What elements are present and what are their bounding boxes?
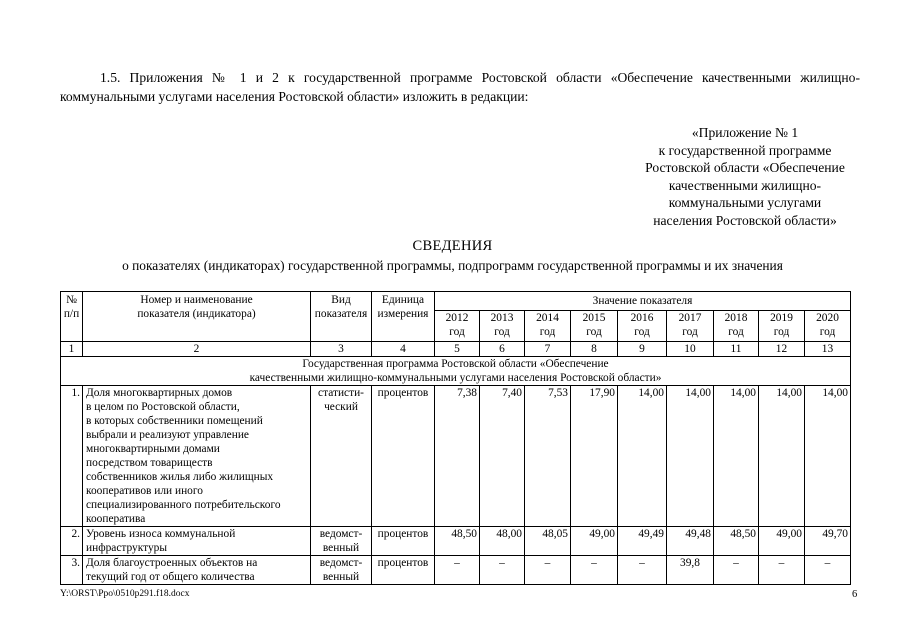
row-value: 14,00 [667,386,714,527]
row-name-line: Уровень износа коммунальной [86,528,236,540]
row-type-line: ведомст- [319,557,363,569]
appendix-line: к государственной программе [658,142,832,158]
header-year [435,311,480,342]
row-unit: процентов [372,386,435,527]
year-suffix: год [449,326,465,338]
column-number: 2 [83,342,311,357]
appendix-line: «Приложение № 1 [691,125,799,140]
row-name-line: Доля многоквартирных домов [86,387,233,399]
document-title: СВЕДЕНИЯ [412,238,493,254]
header-num-line: п/п [63,308,80,320]
year-suffix: год [819,326,836,338]
appendix-line: населения Ростовской области» [653,212,837,228]
column-number: 9 [618,342,667,357]
year-value: 2012 [445,312,469,324]
row-name-line: посредством товариществ [86,457,213,469]
row-value: – [435,556,480,585]
year-suffix: год [494,326,510,338]
row-value: 14,00 [714,386,759,527]
row-value: – [525,556,571,585]
column-number: 1 [61,342,83,357]
row-name-line: кооперативов или иного [86,485,203,497]
row-value: 48,50 [435,527,480,556]
row-value: 49,48 [667,527,714,556]
page-number: 6 [852,589,858,600]
intro-paragraph: 1.5. Приложения № 1 и 2 к государственной программе Ростовской области «Обеспечение качественными жилищно-коммунальными услугами населения Ростовской области» изложить в редакции: [60,70,860,104]
row-name-line: кооператива [86,513,146,525]
section-row [61,357,851,386]
row-value: 39,8 [667,556,714,585]
row-value: 48,00 [480,527,525,556]
table-row [61,556,851,585]
year-suffix: год [634,326,650,338]
row-name [83,527,311,556]
year-suffix: год [682,326,698,338]
row-value: 48,05 [525,527,571,556]
column-number: 3 [311,342,372,357]
row-value: 7,53 [525,386,571,527]
header-values: Значение показателя [435,292,851,311]
header-name-line: Номер и наименование [140,294,253,306]
year-value: 2013 [490,312,514,324]
row-name-line: собственников жилья либо жилищных [86,471,274,483]
row-value: 14,00 [759,386,805,527]
row-name-line: Доля благоустроенных объектов на [86,557,258,569]
appendix-note [618,124,872,230]
row-value: 17,90 [571,386,618,527]
row-value: 7,38 [435,386,480,527]
row-name-line: текущий год от общего количества [86,571,255,583]
row-name [83,556,311,585]
footer-file-path: Y:\ORST\Ppo\0510p291.f18.docx [60,589,190,599]
row-num: 1. [61,386,83,527]
column-number: 6 [480,342,525,357]
header-num [61,292,83,342]
row-value: 14,00 [805,386,851,527]
row-type-line: статисти- [318,387,364,399]
row-unit: процентов [372,556,435,585]
year-value: 2019 [770,312,793,324]
row-value: – [618,556,667,585]
year-suffix: год [539,326,556,338]
year-value: 2014 [536,312,559,324]
section-title-line: качественными жилищно-коммунальными услугами населения Ростовской области» [249,372,662,384]
row-type [311,556,372,585]
header-year [618,311,667,342]
header-year [805,311,851,342]
row-value: 49,49 [618,527,667,556]
column-number: 4 [372,342,435,357]
header-row [61,292,851,311]
year-value: 2016 [630,312,654,324]
header-year [480,311,525,342]
header-unit-line: Единица [381,294,425,306]
header-year [714,311,759,342]
row-value: 14,00 [618,386,667,527]
row-type-line: венный [322,542,360,554]
appendix-line: коммунальными услугами [668,195,822,211]
appendix-line: качественными жилищно- [668,177,822,193]
row-type [311,386,372,527]
indicators-table [60,291,851,585]
column-number: 8 [571,342,618,357]
row-name-line: специализированного потребительского [86,499,281,511]
row-name-line: выбрали и реализуют управление [86,429,249,441]
row-value: 49,70 [805,527,851,556]
year-suffix: год [728,326,744,338]
year-suffix: год [773,326,790,338]
year-value: 2018 [724,312,748,324]
table-row [61,386,851,527]
row-value: – [480,556,525,585]
header-year [667,311,714,342]
row-unit: процентов [372,527,435,556]
row-value: – [714,556,759,585]
header-year [759,311,805,342]
year-value: 2017 [678,312,702,324]
column-number: 7 [525,342,571,357]
row-type-line: ческий [324,401,358,413]
appendix-line: Ростовской области «Обеспечение [645,160,845,176]
header-year [571,311,618,342]
header-type-line: показателя [314,308,368,320]
row-type-line: ведомст- [319,528,363,540]
row-num: 3. [61,556,83,585]
column-number: 12 [759,342,805,357]
row-value: 48,50 [714,527,759,556]
row-num: 2. [61,527,83,556]
year-suffix: год [586,326,602,338]
row-name-line: инфраструктуры [86,542,167,554]
column-number: 11 [714,342,759,357]
row-type-line: венный [322,571,360,583]
row-value: – [759,556,805,585]
header-name [83,292,311,342]
header-unit-line: измерения [377,308,429,320]
header-unit [372,292,435,342]
year-value: 2020 [816,312,839,324]
row-name-line: многоквартирными домами [86,443,220,455]
document-subtitle: о показателях (индикаторах) государственной программы, подпрограмм государственной программы и их значения [122,258,783,273]
year-value: 2015 [582,312,606,324]
row-name [83,386,311,527]
column-number: 13 [805,342,851,357]
column-numbers-row [61,342,851,357]
section-title [61,357,851,386]
header-year [525,311,571,342]
table-row [61,527,851,556]
row-name-line: в которых собственники помещений [86,415,263,427]
header-type-line: Вид [331,294,351,306]
column-number: 10 [667,342,714,357]
row-value: – [571,556,618,585]
row-type [311,527,372,556]
row-value: – [805,556,851,585]
section-title-line: Государственная программа Ростовской области «Обеспечение [302,358,609,370]
row-value: 49,00 [759,527,805,556]
header-num-line: № [66,294,77,306]
column-number: 5 [435,342,480,357]
row-name-line: в целом по Ростовской области, [86,401,240,413]
header-name-line: показателя (индикатора) [137,308,256,320]
row-value: 7,40 [480,386,525,527]
header-type [311,292,372,342]
row-value: 49,00 [571,527,618,556]
